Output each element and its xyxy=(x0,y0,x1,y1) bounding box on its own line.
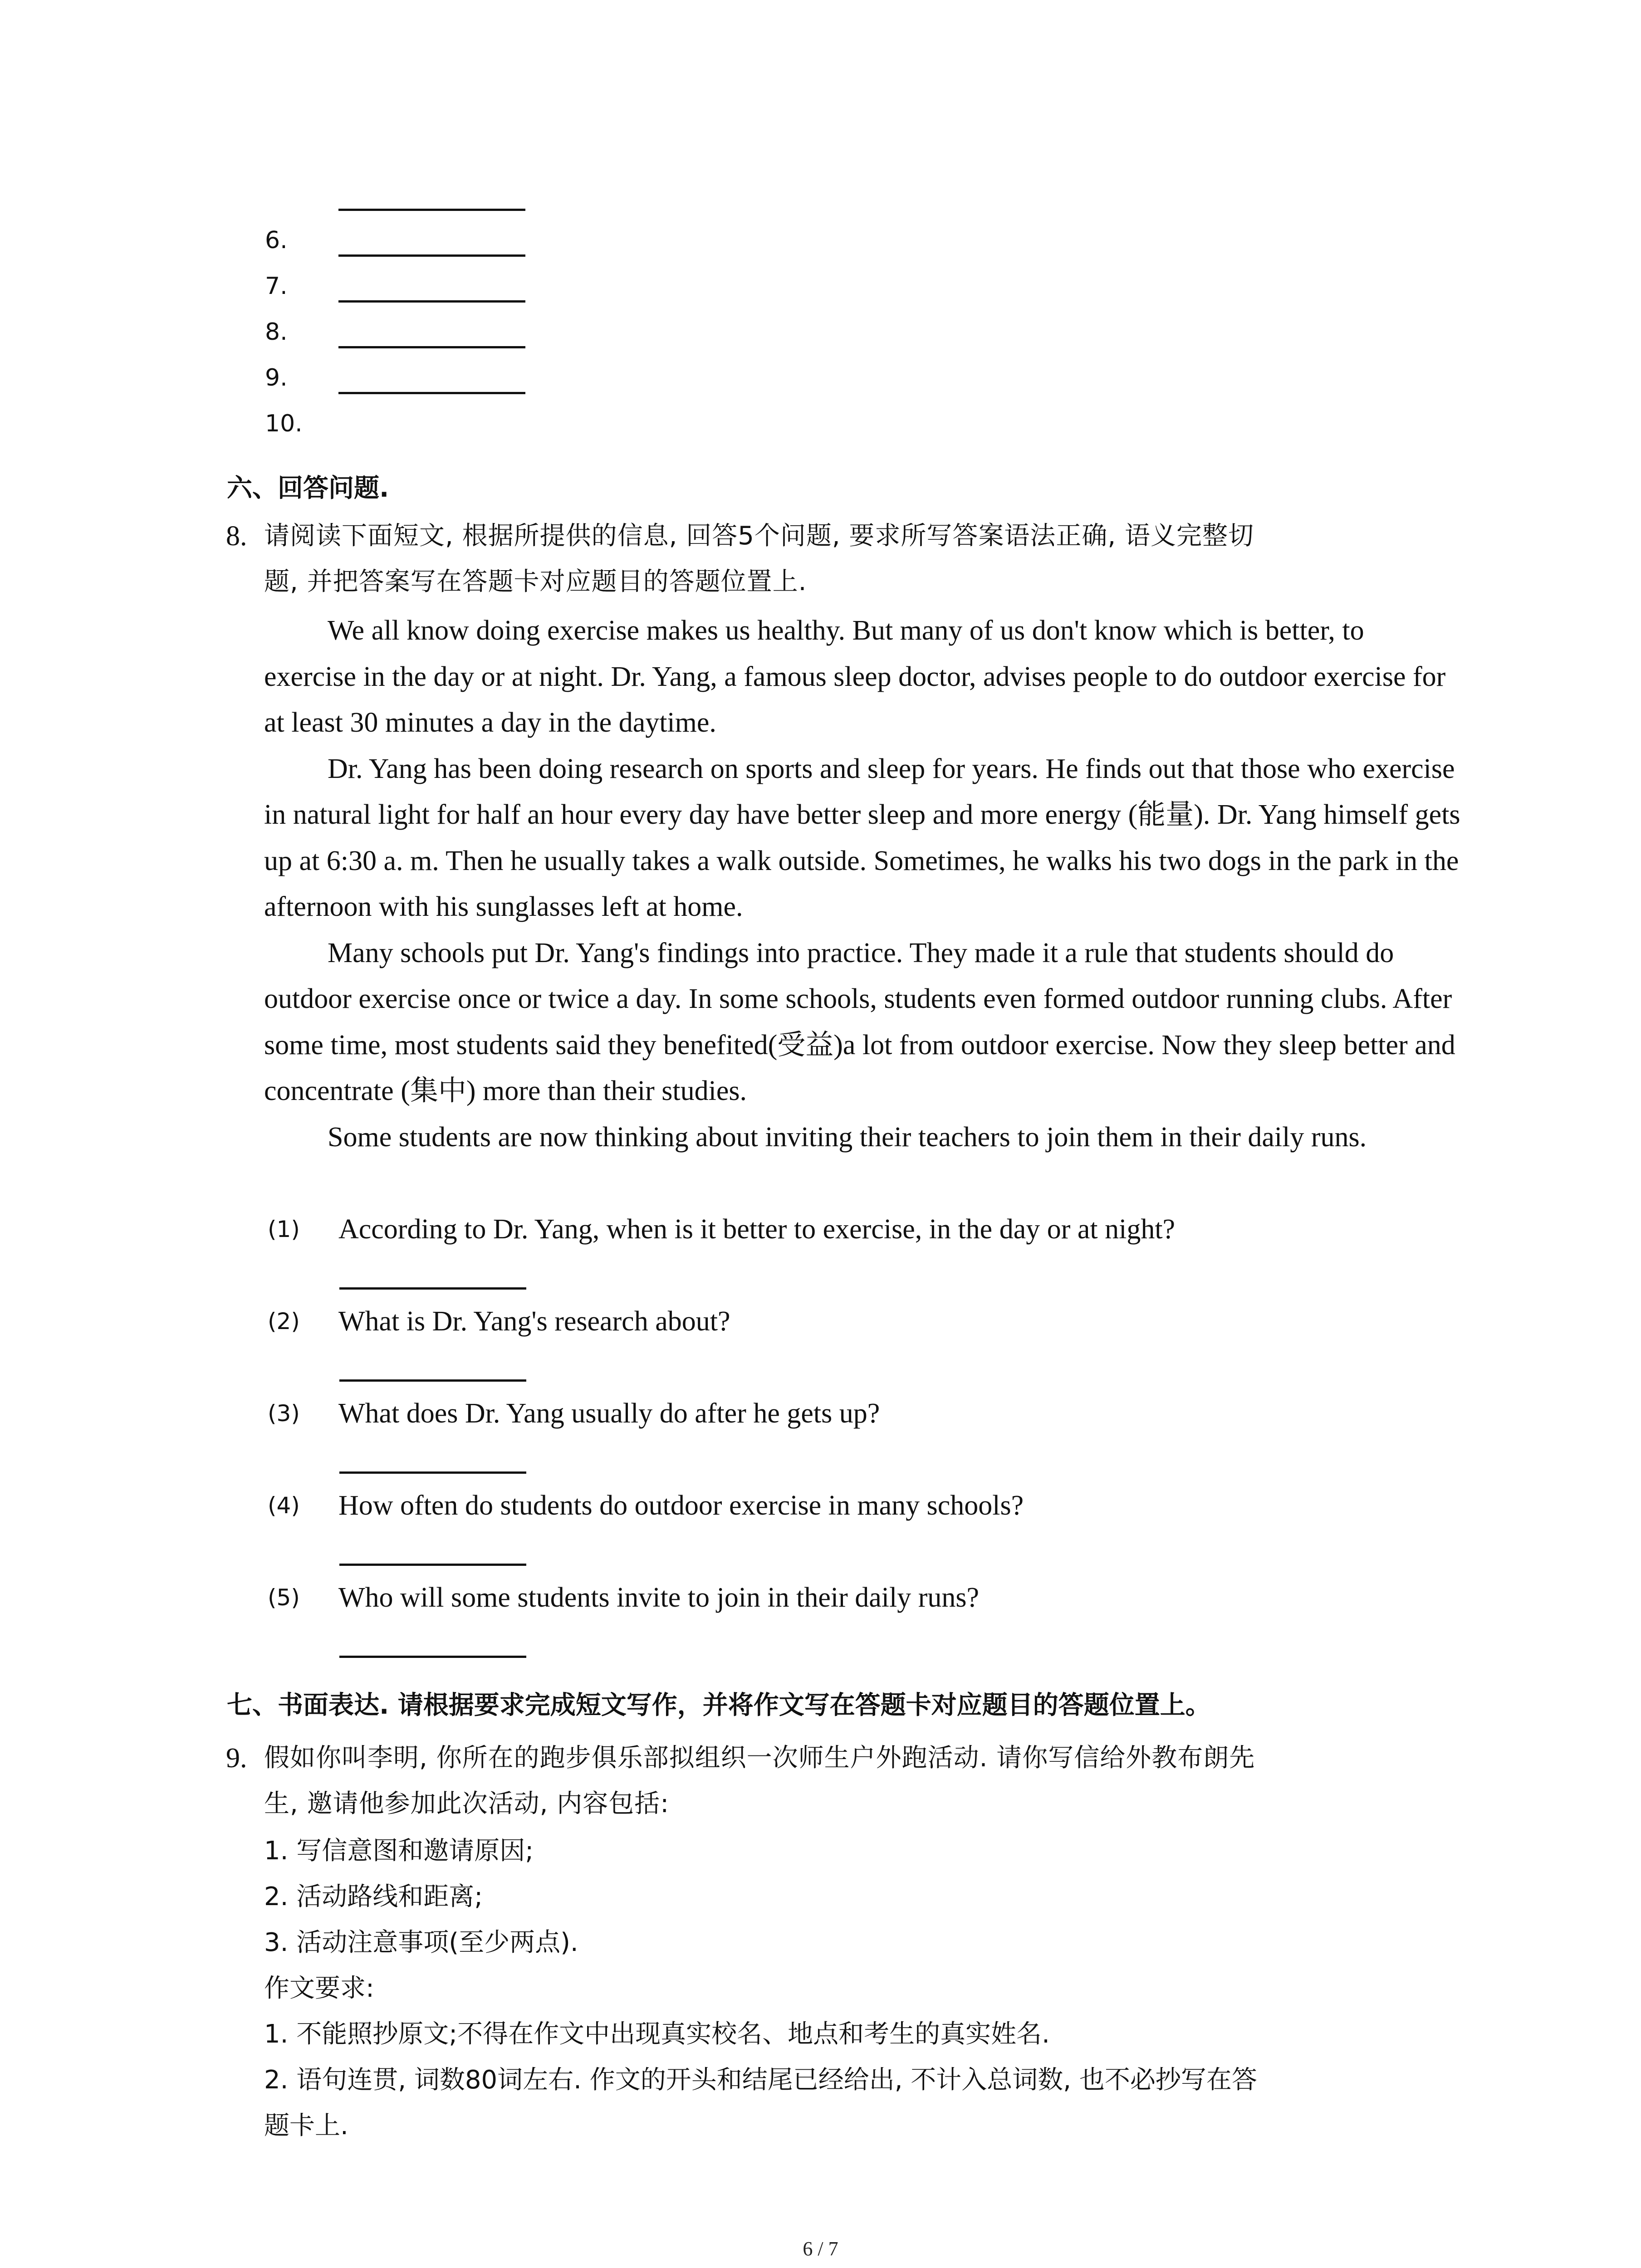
section-7-title: 七、书面表达. 请根据要求完成短文写作，并将作文写在答题卡对应题目的答题位置上。 xyxy=(227,1691,1211,1720)
blank-number: 6. xyxy=(265,227,288,254)
answer-blank-line[interactable] xyxy=(338,209,525,211)
answer-line[interactable] xyxy=(339,1564,526,1566)
question-item xyxy=(264,1483,1462,1575)
requirement-line: 2. 活动路线和距离; xyxy=(264,1882,483,1911)
question-text: What is Dr. Yang's research about? xyxy=(338,1306,730,1337)
answer-blank-line[interactable] xyxy=(338,346,525,348)
blank-number: 7. xyxy=(265,273,288,300)
question-item xyxy=(264,1391,1462,1483)
passage-paragraph: Dr. Yang has been doing research on sports and sleep for years. He finds out that those who exercise in natural light for half an hour every day have better sleep and more energy (能量). Dr. Yang himself gets up at 6:30 a. m. Then he usually takes a walk outside. Sometimes, he walks his two dogs in the park in the afternoon with his sunglasses left at home. xyxy=(264,753,1460,922)
requirement-line: 1. 不能照抄原文;不得在作文中出现真实校名、地点和考生的真实姓名. xyxy=(264,2019,1050,2049)
answer-blank-line[interactable] xyxy=(338,392,525,394)
question-text: How often do students do outdoor exercise in many schools? xyxy=(338,1490,1024,1521)
section-6-title: 六、回答问题. xyxy=(227,474,389,503)
question-9-number: 9. xyxy=(226,1743,247,1774)
passage-paragraph: We all know doing exercise makes us healthy. But many of us don't know which is better, to exercise in the day or at night. Dr. Yang, a famous sleep doctor, advises people to do outdoor exercise for at least 30 minutes a day in the daytime. xyxy=(264,615,1446,738)
question-text: According to Dr. Yang, when is it better to exercise, in the day or at night? xyxy=(338,1214,1176,1245)
page-number: 6 / 7 xyxy=(803,2238,838,2260)
question-number: (3) xyxy=(268,1400,300,1427)
question-number: (2) xyxy=(268,1308,300,1334)
question-text: Who will some students invite to join in their daily runs? xyxy=(338,1582,980,1613)
passage-paragraph: Some students are now thinking about inviting their teachers to join them in their daily runs. xyxy=(328,1121,1367,1153)
question-8-number: 8. xyxy=(226,521,247,552)
answer-line[interactable] xyxy=(339,1287,526,1290)
question-8-instruction-line2: 题, 并把答案写在答题卡对应题目的答题位置上. xyxy=(264,567,807,596)
question-item xyxy=(264,1207,1462,1299)
answer-blank-line[interactable] xyxy=(338,254,525,257)
requirement-line: 3. 活动注意事项(至少两点). xyxy=(264,1928,578,1957)
question-item xyxy=(264,1299,1462,1391)
question-text: What does Dr. Yang usually do after he gets up? xyxy=(338,1398,880,1429)
answer-blank-line[interactable] xyxy=(338,300,525,303)
answer-line[interactable] xyxy=(339,1379,526,1382)
reading-passage xyxy=(264,608,1462,1160)
question-item xyxy=(264,1575,1462,1667)
blank-number: 9. xyxy=(265,364,288,391)
writing-requirements xyxy=(264,1828,1462,2149)
question-number: (4) xyxy=(268,1492,300,1519)
passage-paragraph: Many schools put Dr. Yang's findings into practice. They made it a rule that students should do outdoor exercise once or twice a day. In some schools, students even formed outdoor running clubs. After some time, most students said they benefited(受益)a lot from outdoor exercise. Now they sleep better and concentrate (集中) more than their studies. xyxy=(264,937,1455,1106)
requirement-line: 题卡上. xyxy=(264,2111,348,2141)
blank-number: 8. xyxy=(265,318,288,346)
blank-number: 10. xyxy=(265,410,303,437)
question-9-intro-line1: 假如你叫李明, 你所在的跑步俱乐部拟组织一次师生户外跑活动. 请你写信给外教布朗先 xyxy=(264,1743,1255,1773)
question-number: (5) xyxy=(268,1584,300,1611)
answer-line[interactable] xyxy=(339,1471,526,1474)
question-9-intro-line2: 生, 邀请他参加此次活动, 内容包括: xyxy=(264,1789,670,1818)
question-number: (1) xyxy=(268,1216,300,1242)
answer-line[interactable] xyxy=(339,1656,526,1658)
requirement-line: 作文要求: xyxy=(264,1974,374,2003)
requirement-line: 1. 写信意图和邀请原因; xyxy=(264,1836,534,1866)
question-8-instruction-line1: 请阅读下面短文, 根据所提供的信息, 回答5个问题, 要求所写答案语法正确, 语义完整切 xyxy=(264,521,1254,551)
requirement-line: 2. 语句连贯, 词数80词左右. 作文的开头和结尾已经给出, 不计入总词数, 也不必抄写在答 xyxy=(264,2065,1257,2095)
